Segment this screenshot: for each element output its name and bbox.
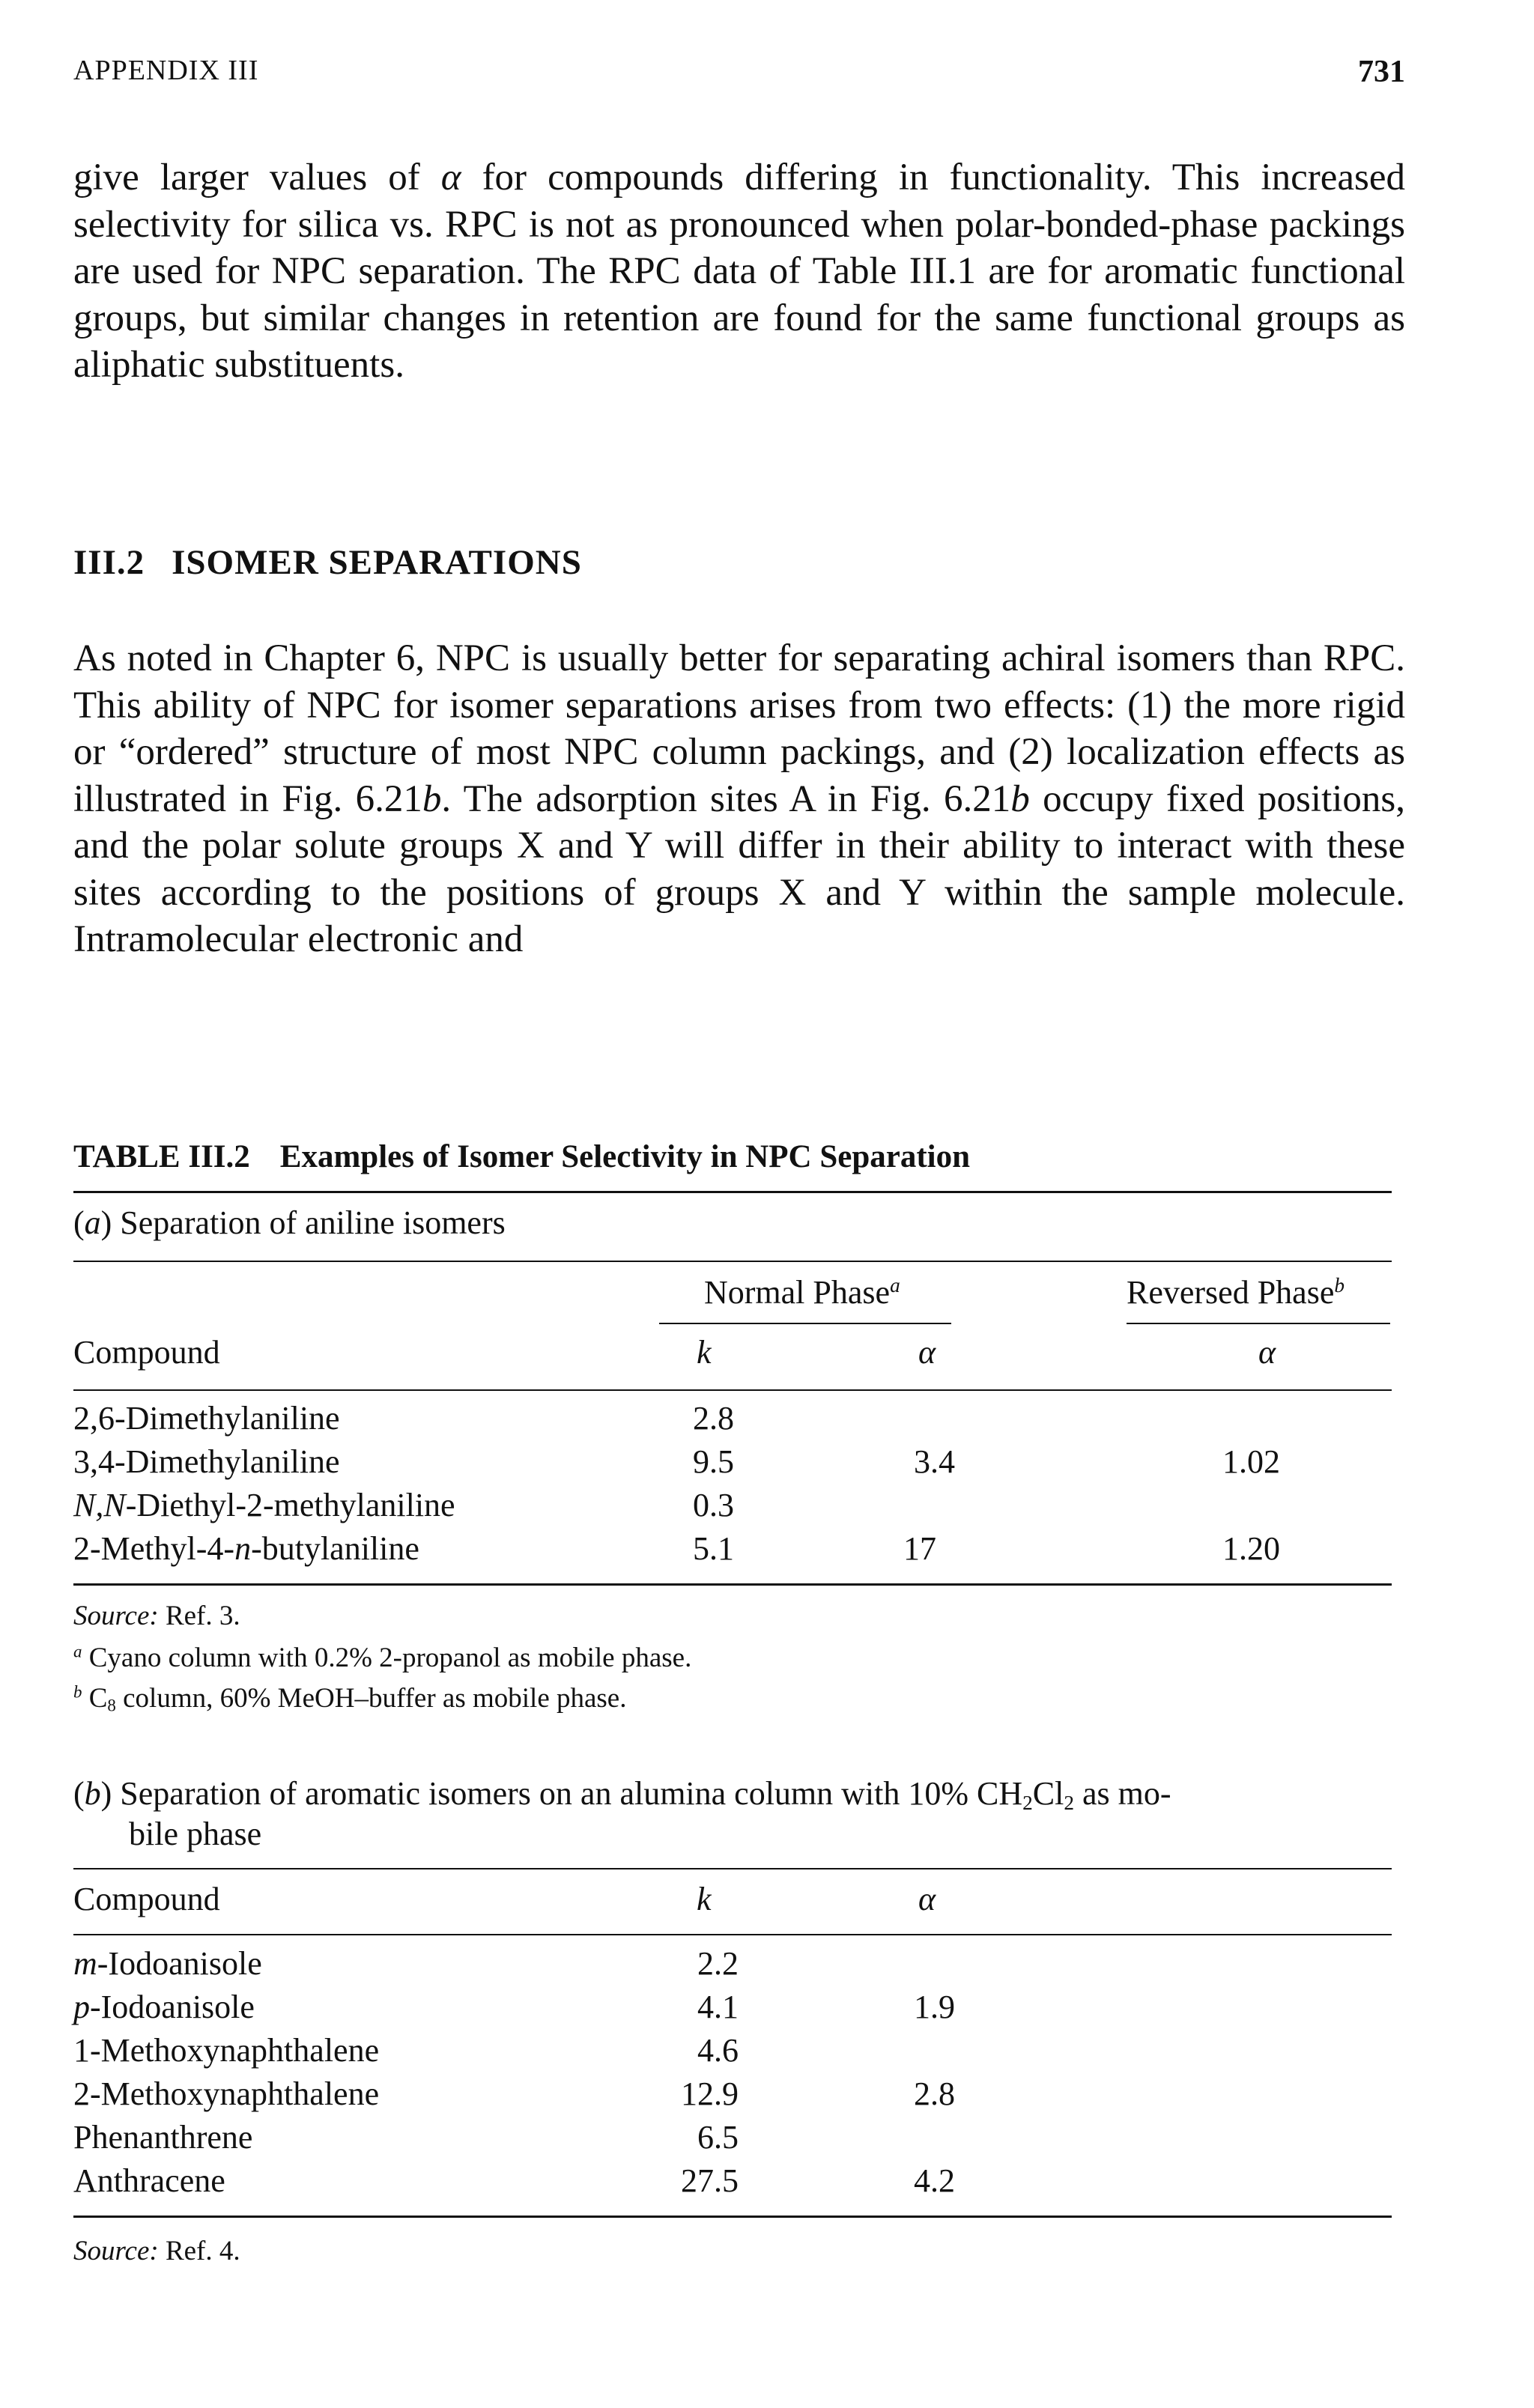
table-cell-k: 5.1 [693, 1530, 734, 1567]
part-b-source: Source: Ref. 4. [73, 2236, 240, 2266]
table-row-compound: 2-Methoxynaphthalene [73, 2075, 380, 2112]
table-cell-alpha: 1.9 [914, 1989, 955, 2025]
part-b-caption-line-2: bile phase [129, 1816, 262, 1852]
footnote-b: $^b$ $C_8$ column, 60% MeOH–buffer as mobile phase. [73, 1682, 627, 1715]
reversed-phase-header: Reversed Phase$^b$ [1127, 1274, 1345, 1311]
column-header-compound: Compound [73, 1881, 220, 1917]
table-cell-alpha: 2.8 [914, 2075, 955, 2112]
figure-letter: b [1010, 777, 1030, 820]
table-row-compound: 1-Methoxynaphthalene [73, 2032, 380, 2069]
table-cell-k: 27.5 [681, 2162, 739, 2199]
section-title: ISOMER SEPARATIONS [172, 543, 582, 582]
page-number: 731 [1358, 55, 1405, 89]
page-header [73, 54, 1405, 99]
paragraph-1-text-a: give larger values of [73, 157, 441, 198]
paragraph-1-text-b: for compounds differing in functionality. This increased selectivity for silica vs. RPC is not as pronounced when polar-bonded-phase packings are used for NPC separation. The RPC data of Table III.1 are for aromatic functional groups, but similar changes in retention are found for the same functional groups as aliphatic substituents. [73, 157, 1405, 386]
table-cell-k: 0.3 [693, 1487, 734, 1523]
column-header-k: k [697, 1881, 712, 1917]
part-b-top-rule [73, 1868, 1392, 1869]
table-cell-alpha-reversed: 1.20 [1222, 1530, 1280, 1567]
table-row-compound: m-Iodoanisole [73, 1945, 262, 1982]
body-paragraph-1 [73, 154, 1405, 389]
table-row-compound: 2,6-Dimethylaniline [73, 1400, 340, 1437]
running-head: APPENDIX III [73, 55, 259, 86]
table-cell-k: 2.2 [697, 1945, 739, 1982]
part-b-header-rule [73, 1934, 1392, 1935]
normal-phase-spanner [659, 1323, 951, 1324]
table-caption: Examples of Isomer Selectivity in NPC Separation [279, 1139, 971, 1174]
table-row-compound: 3,4-Dimethylaniline [73, 1443, 340, 1480]
section-heading [73, 542, 582, 583]
table-row-compound: N,N-Diethyl-2-methylaniline [73, 1487, 455, 1523]
table-row-compound: Phenanthrene [73, 2119, 253, 2156]
table-row-compound: Anthracene [73, 2162, 225, 2199]
normal-phase-header: Normal Phase$^a$ [704, 1274, 900, 1311]
table-label: TABLE III.2 [73, 1139, 250, 1174]
table-cell-alpha: 4.2 [914, 2162, 955, 2199]
paragraph-2-text-c: occupy fixed positions, and the polar solute groups X and Y will differ in their ability to interact with these sites according to the positions of groups X and Y within the sample molecule. Intramolecular electronic and [73, 777, 1406, 960]
column-header-alpha: α [918, 1881, 936, 1917]
column-header-k: k [697, 1334, 712, 1371]
footnote-a: $^a$ Cyano column with 0.2% 2-propanol as mobile phase. [73, 1642, 692, 1673]
alpha-symbol: α [440, 157, 461, 198]
body-paragraph-2 [73, 635, 1405, 963]
table-cell-alpha-normal: 3.4 [914, 1443, 955, 1480]
figure-letter: b [422, 777, 442, 820]
table-top-rule [73, 1191, 1392, 1193]
part-a-source: Source: Ref. 3. [73, 1601, 240, 1631]
column-header-compound: Compound [73, 1334, 220, 1371]
reversed-phase-spanner [1127, 1323, 1390, 1324]
table-cell-alpha-normal: 17 [903, 1530, 936, 1567]
paragraph-2-text-a: As noted in Chapter 6, NPC is usually better for separating achiral isomers than RPC. This ability of NPC for isomer separations arises from two effects: (1) the more rigid or “ordered” structure of most NPC column packings, and (2) localization effects as illustrated in Fig. 6.21 [73, 637, 1405, 820]
table-cell-k: 4.1 [697, 1989, 739, 2025]
part-a-caption-rule [73, 1261, 1392, 1262]
table-cell-k: 9.5 [693, 1443, 734, 1480]
column-header-alpha-reversed: α [1258, 1334, 1276, 1371]
table-cell-alpha-reversed: 1.02 [1222, 1443, 1280, 1480]
part-a-header-rule [73, 1389, 1392, 1391]
table-cell-k: 2.8 [693, 1400, 734, 1437]
table-cell-k: 4.6 [697, 2032, 739, 2069]
table-cell-k: 6.5 [697, 2119, 739, 2156]
table-cell-k: 12.9 [681, 2075, 739, 2112]
part-a-caption: (a) Separation of aniline isomers [73, 1204, 506, 1241]
paragraph-2-text-b: . The adsorption sites A in Fig. 6.21 [441, 777, 1011, 820]
table-row-compound: 2-Methyl-4-n-butylaniline [73, 1530, 419, 1567]
part-a-bottom-rule [73, 1583, 1392, 1586]
table-title [73, 1138, 970, 1175]
part-b-bottom-rule [73, 2216, 1392, 2218]
part-b-caption: (b) Separation of aromatic isomers on an alumina column with 10% $CH_2Cl_2$ as mo- [73, 1775, 1171, 1814]
table-row-compound: p-Iodoanisole [73, 1989, 255, 2025]
column-header-alpha-normal: α [918, 1334, 936, 1371]
section-number: III.2 [73, 543, 145, 582]
